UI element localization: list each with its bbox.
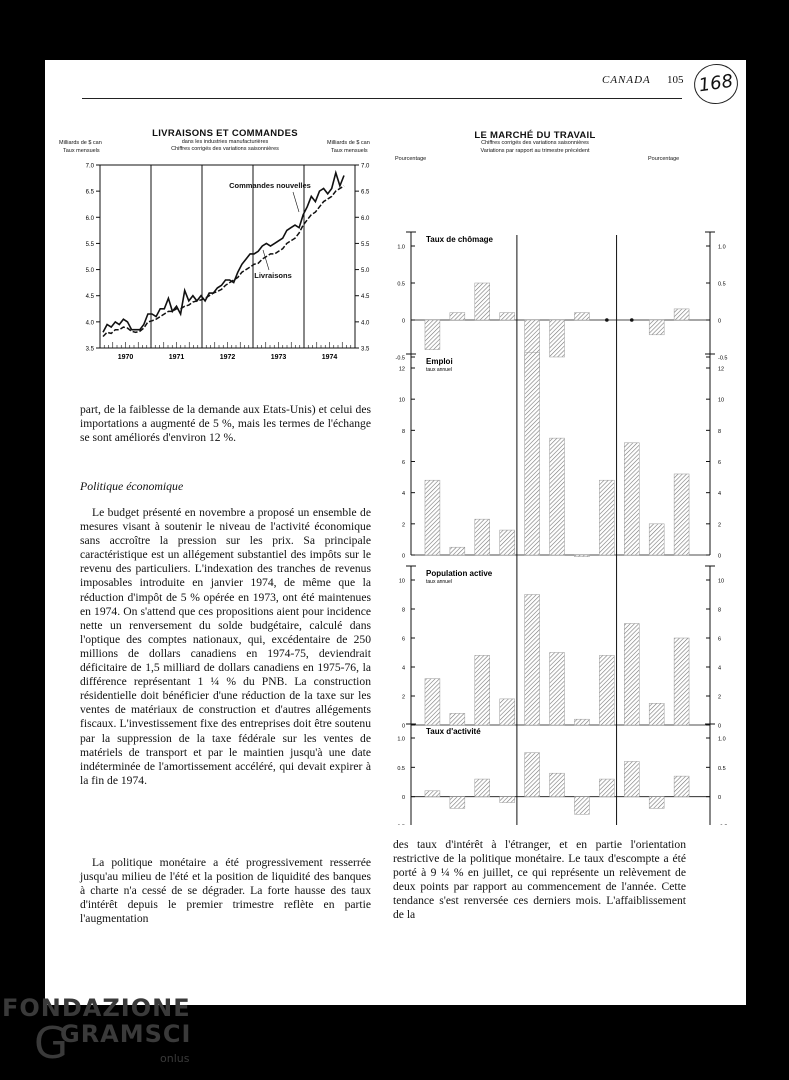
panel-tick-label-right: 2 xyxy=(718,694,722,701)
panel-subtitle: taux annuel xyxy=(426,579,452,585)
zero-point xyxy=(630,318,634,322)
panel-tick-label-left: 4 xyxy=(401,491,405,498)
panel-tick-label-right: 1.0 xyxy=(718,244,726,251)
left-chart-right-unit-2: Taux mensuels xyxy=(331,148,368,154)
bar xyxy=(674,309,689,320)
panel-tick-label-left: 8 xyxy=(401,428,405,435)
right-chart-subtitle-1: Chiffres corrigés des variations saisonnières xyxy=(481,140,589,146)
bar xyxy=(550,438,565,555)
bar xyxy=(475,655,490,725)
watermark-g-logo-icon: G xyxy=(34,1018,69,1069)
bar xyxy=(425,679,440,725)
bar xyxy=(674,474,689,555)
bar xyxy=(624,443,639,555)
bar xyxy=(500,797,515,803)
document-page xyxy=(45,60,746,1005)
x-year-label: 1972 xyxy=(219,354,236,361)
plot-frame xyxy=(100,165,355,348)
right-chart-subtitle-2: Variations par rapport au trimestre précédent xyxy=(480,148,590,154)
y-tick-label-right: 6.5 xyxy=(361,189,370,196)
handwritten-page-number: 168 xyxy=(691,61,740,107)
bar xyxy=(624,624,639,726)
panel-tick-label-left: 0.5 xyxy=(397,765,405,772)
panel-tick-label-right: 8 xyxy=(718,607,722,614)
right-chart-right-unit: Pourcentage xyxy=(648,156,680,162)
panel-tick-label-right: 0.5 xyxy=(718,765,726,772)
header-rule xyxy=(82,98,682,99)
y-tick-label-left: 7.0 xyxy=(85,163,94,170)
bar xyxy=(525,352,540,555)
y-tick-label-left: 5.5 xyxy=(85,241,94,248)
panel-tick-label-right: 0 xyxy=(718,795,722,802)
bar xyxy=(425,320,440,350)
paragraph-trade: part, de la faiblesse de la demande aux Etats-Unis) et celui des importations a augmenté de 5 %, mais les termes de l'échange se sont améliorés d'environ 12 %. xyxy=(80,403,371,445)
left-chart-subtitle-2: Chiffres corrigés des variations saisonnières xyxy=(171,146,279,152)
panel-tick-label-right: 12 xyxy=(718,366,725,373)
labour-market-bar-chart xyxy=(385,160,746,825)
watermark-line-2: GRAMSCI xyxy=(60,1020,192,1048)
bar xyxy=(450,313,465,320)
bar xyxy=(649,320,664,335)
orders-line xyxy=(103,173,344,332)
bar xyxy=(550,773,565,796)
panel-tick-label-right: 4 xyxy=(718,665,722,672)
bar xyxy=(674,638,689,725)
panel-title: Taux de chômage xyxy=(426,235,493,244)
x-year-label: 1971 xyxy=(168,354,185,361)
panel-tick-label-right: 4 xyxy=(718,491,722,498)
panel-tick-label-left: 2 xyxy=(401,522,405,529)
y-tick-label-right: 5.5 xyxy=(361,241,370,248)
panel-tick-label-left: -0.5 xyxy=(395,355,405,362)
y-tick-label-right: 6.0 xyxy=(361,215,370,222)
panel-tick-label-right: 10 xyxy=(718,578,725,585)
bar xyxy=(574,555,589,557)
bar xyxy=(500,699,515,725)
left-line-chart xyxy=(45,150,385,372)
panel-title: Emploi xyxy=(426,357,453,366)
orders-label: Commandes nouvelles xyxy=(229,181,311,190)
page-number: 105 xyxy=(667,74,684,86)
panel-tick-label-right xyxy=(718,825,727,826)
right-chart-title: LE MARCHÉ DU TRAVAIL xyxy=(474,130,596,141)
panel-tick-label-left: 12 xyxy=(398,366,405,373)
panel-tick-label-left: 0.5 xyxy=(397,281,405,288)
x-year-label: 1974 xyxy=(321,354,338,361)
right-chart-left-unit: Pourcentage xyxy=(395,156,427,162)
orders-pointer xyxy=(293,192,299,212)
paragraph-interest-rates: des taux d'intérêt à l'étranger, et en partie l'orientation restrictive de la politique monétaire. Le taux d'escompte a été porté à 9 ¼ % en juillet, ce qui représente un relèvement de deux points par rapport au commencement de l'année. Cette tendance s'est renversée ces derniers mois. L'affaiblissement de la xyxy=(393,838,686,922)
left-chart-subtitle-1: dans les industries manufacturières xyxy=(181,139,269,145)
bar xyxy=(475,779,490,797)
y-tick-label-right: 7.0 xyxy=(361,163,370,170)
panel-subtitle: taux annuel xyxy=(426,367,452,373)
bar xyxy=(425,480,440,555)
bar xyxy=(649,703,664,725)
bar xyxy=(599,779,614,797)
panel-title: Taux d'activité xyxy=(426,727,481,736)
x-year-label: 1973 xyxy=(270,354,287,361)
bar xyxy=(475,519,490,555)
panel-tick-label-left: 0 xyxy=(401,795,405,802)
x-year-label: 1970 xyxy=(117,354,134,361)
panel-tick-label-left: 1.0 xyxy=(397,244,405,251)
bar xyxy=(475,283,490,320)
bar xyxy=(500,313,515,320)
panel-tick-label-left: 2 xyxy=(401,694,405,701)
panel-tick-label-right: 0 xyxy=(718,553,722,560)
panel-tick-label-left: 6 xyxy=(401,460,405,466)
bar xyxy=(649,797,664,809)
panel-tick-label-right: 8 xyxy=(718,428,722,435)
section-heading-economic-policy: Politique économique xyxy=(80,479,184,493)
bar xyxy=(450,797,465,809)
panel-tick-label-right: 10 xyxy=(718,397,725,404)
y-tick-label-left: 4.0 xyxy=(85,320,94,327)
y-tick-label-right: 5.0 xyxy=(361,268,370,275)
bar xyxy=(599,655,614,725)
left-chart-title: LIVRAISONS ET COMMANDES xyxy=(152,128,298,139)
bar xyxy=(649,524,664,555)
panel-tick-label-left: 0 xyxy=(401,318,405,325)
panel-tick-label-right: 0 xyxy=(718,723,722,730)
watermark-line-3: onlus xyxy=(160,1052,190,1065)
paragraph-budget: Le budget présenté en novembre a proposé un ensemble de mesures visant à soutenir le niveau de l'activité économique sans accroître la pression sur les prix. Sa principale caractéristique est un allégement substantiel des impôts sur le revenu des particuliers. L'indexation des tranches de revenus imposables introduite en janvier 1974, de même que la réduction d'impôt de 5 % opérée en 1973, ont été maintenues en 1974. On s'attend que ces propositions aient pour incidence nette un renversement du solde budgétaire, calculé dans l'optique des comptes nationaux, qui, excédentaire de 250 millions de dollars canadiens en 1974-75, deviendrait déficitaire de 1,5 milliard de dollars canadiens en 1975-76, la différence représentant 1 ¼ % du PNB. La construction résidentielle doit bénéficier d'une réduction de la taxe sur les ventes de matériaux de construction et d'autres allégements fiscaux. L'investissement fixe des entreprises doit être soutenu par la suppression de la taxe fédérale sur les ventes de matériels de transport et par le maintien jusqu'à une date indéterminée de l'amortissement accéléré, qui devait expirer à la fin de 1974. xyxy=(80,506,371,787)
panel-tick-label-left: 4 xyxy=(401,665,405,672)
panel-tick-label-left: 8 xyxy=(401,607,405,614)
bar xyxy=(574,313,589,320)
y-tick-label-left: 6.5 xyxy=(85,189,94,196)
panel-tick-label-left: 10 xyxy=(398,397,405,404)
y-tick-label-right: 4.5 xyxy=(361,294,370,301)
panel-tick-label-right: 0.5 xyxy=(718,281,726,288)
y-tick-label-right: 3.5 xyxy=(361,346,370,353)
panel-tick-label-right: -0.5 xyxy=(718,355,728,362)
panel-tick-label-left xyxy=(396,825,405,826)
bar xyxy=(674,776,689,797)
watermark-line-1: FONDAZIONE xyxy=(2,994,191,1022)
deliveries-label: Livraisons xyxy=(254,271,292,280)
bar xyxy=(500,530,515,555)
bar xyxy=(425,791,440,797)
paragraph-monetary-policy: La politique monétaire a été progressivement resserrée jusqu'au milieu de l'été et la position de liquidité des banques à charte n'a cessé de se dégrader. La forte hausse des taux d'intérêt depuis le premier trimestre reflète en partie l'augmentation xyxy=(80,856,371,926)
y-tick-label-left: 6.0 xyxy=(85,215,94,222)
panel-tick-label-right: 0 xyxy=(718,318,722,325)
panel-title: Population active xyxy=(426,569,493,578)
panel-tick-label-right: 2 xyxy=(718,522,722,529)
panel-tick-label-left: 0 xyxy=(401,553,405,560)
left-chart-left-unit-2: Taux mensuels xyxy=(63,148,100,154)
bar xyxy=(525,595,540,726)
panel-tick-label-right: 6 xyxy=(718,460,722,466)
bar xyxy=(525,753,540,797)
y-tick-label-left: 3.5 xyxy=(85,346,94,353)
panel-tick-label-left: 6 xyxy=(401,636,405,643)
left-chart-left-unit-1: Milliards de $ can xyxy=(59,140,102,146)
y-tick-label-right: 4.0 xyxy=(361,320,370,327)
bar xyxy=(624,761,639,796)
panel-tick-label-left: 0 xyxy=(401,723,405,730)
zero-point xyxy=(605,318,609,322)
left-chart-right-unit-1: Milliards de $ can xyxy=(327,140,370,146)
panel-tick-label-left: 1.0 xyxy=(397,736,405,743)
bar xyxy=(574,797,589,815)
y-tick-label-left: 5.0 xyxy=(85,268,94,275)
deliveries-line xyxy=(103,186,344,337)
bar xyxy=(450,547,465,555)
bar xyxy=(599,480,614,555)
panel-tick-label-right: 6 xyxy=(718,636,722,643)
running-header-country: CANADA xyxy=(602,74,651,86)
bar xyxy=(450,713,465,725)
panel-tick-label-right: 1.0 xyxy=(718,736,726,743)
panel-tick-label-left: 10 xyxy=(398,578,405,585)
y-tick-label-left: 4.5 xyxy=(85,294,94,301)
bar xyxy=(550,653,565,726)
bar xyxy=(574,719,589,725)
bar xyxy=(550,320,565,357)
deliveries-pointer xyxy=(263,250,269,270)
